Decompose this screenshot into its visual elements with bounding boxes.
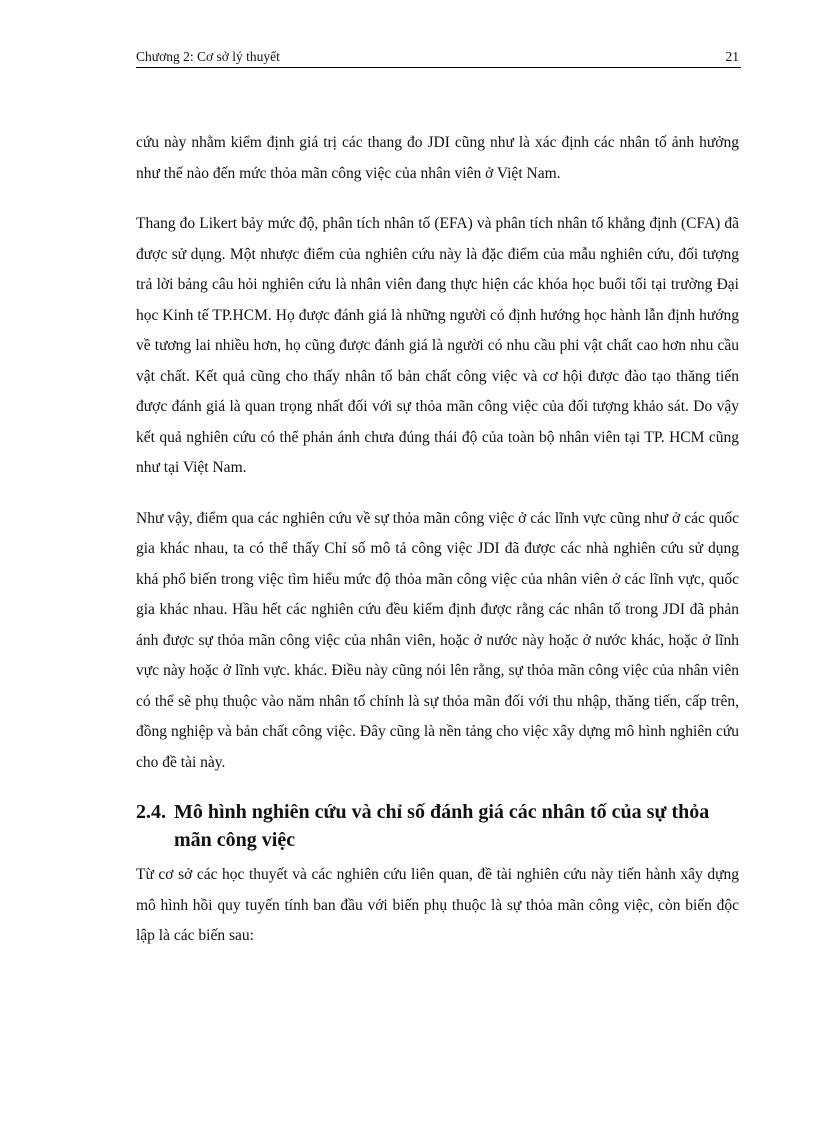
chapter-title: Chương 2: Cơ sở lý thuyết bbox=[136, 49, 280, 64]
page-body bbox=[136, 128, 739, 972]
page-header bbox=[136, 49, 741, 68]
paragraph: cứu này nhằm kiểm định giá trị các thang đo JDI cũng như là xác định các nhân tố ảnh hưởng như thế nào đến mức thỏa mãn công việc của nhân viên ở Việt Nam. bbox=[136, 134, 739, 182]
paragraph: Từ cơ sở các học thuyết và các nghiên cứu liên quan, đề tài nghiên cứu này tiến hành xây dựng mô hình hồi quy tuyến tính ban đầu với biến phụ thuộc là sự thỏa mãn công việc, còn biến độc lập là các biến sau: bbox=[136, 866, 739, 944]
section-number: 2.4. bbox=[136, 801, 166, 823]
section-heading bbox=[136, 798, 739, 854]
paragraph: Thang đo Likert bảy mức độ, phân tích nhân tố (EFA) và phân tích nhân tố khẳng định (CFA) đã được sử dụng. Một nhược điểm của nghiên cứu này là đặc điểm của mẫu nghiên cứu, đối tượng trả lời bảng câu hỏi nghiên cứu là nhân viên đang thực hiện các khóa học buổi tối tại trường Đại học Kinh tế TP.HCM. Họ được đánh giá là những người có định hướng học hành lẫn định hướng về tương lai nhiều hơn, họ cũng được đánh giá là người có nhu cầu phi vật chất cao hơn nhu cầu vật chất. Kết quả cũng cho thấy nhân tố bản chất công việc và cơ hội được đào tạo thăng tiến được đánh giá là quan trọng nhất đối với sự thỏa mãn công việc của đối tượng khảo sát. Do vậy kết quả nghiên cứu có thể phản ánh chưa đúng thái độ của toàn bộ nhân viên tại TP. HCM cũng như tại Việt Nam. bbox=[136, 215, 739, 476]
page-number: 21 bbox=[725, 49, 739, 64]
section-title: Mô hình nghiên cứu và chỉ số đánh giá các nhân tố của sự thỏa mãn công việc bbox=[174, 801, 710, 851]
paragraph: Như vậy, điểm qua các nghiên cứu về sự thỏa mãn công việc ở các lĩnh vực cũng như ở các quốc gia khác nhau, ta có thể thấy Chỉ số mô tả công việc JDI đã được các nhà nghiên cứu sử dụng khá phổ biến trong việc tìm hiểu mức độ thỏa mãn công việc của nhân viên ở các lĩnh vực, quốc gia khác nhau. Hầu hết các nghiên cứu đều kiểm định được rằng các nhân tố trong JDI đã phản ánh được sự thỏa mãn công việc của nhân viên, hoặc ở nước này hoặc ở nước khác, hoặc ở lĩnh vực này hoặc ở lĩnh vực. khác. Điều này cũng nói lên rằng, sự thỏa mãn công việc của nhân viên có thể sẽ phụ thuộc vào năm nhân tố chính là sự thỏa mãn đối với thu nhập, thăng tiến, cấp trên, đồng nghiệp và bản chất công việc. Đây cũng là nền tảng cho việc xây dựng mô hình nghiên cứu cho đề tài này. bbox=[136, 509, 739, 771]
